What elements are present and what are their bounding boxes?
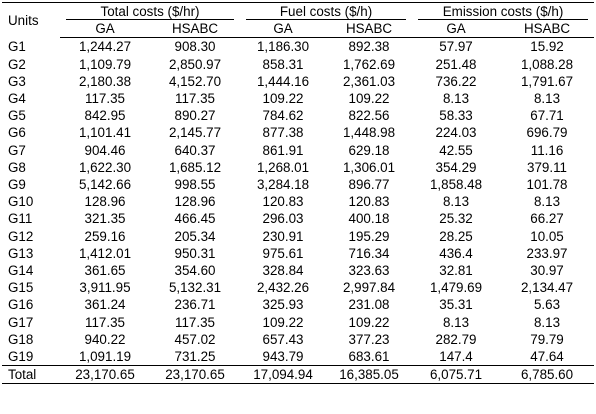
value-cell: 109.22 bbox=[348, 91, 390, 107]
value-cell: 400.18 bbox=[348, 211, 390, 227]
method-header: GA bbox=[60, 20, 150, 38]
value-cell: 1,088.28 bbox=[520, 56, 574, 72]
unit-cell: G19 bbox=[8, 349, 34, 365]
value-cell: 10.05 bbox=[530, 228, 564, 244]
value-cell: 1,412.01 bbox=[78, 245, 132, 261]
cost-comparison-table bbox=[2, 2, 594, 384]
value-cell: 3,284.18 bbox=[256, 177, 310, 193]
value-cell: 466.45 bbox=[174, 211, 216, 227]
value-cell: 842.95 bbox=[84, 108, 126, 124]
value-cell: 28.25 bbox=[439, 228, 473, 244]
value-cell: 8.13 bbox=[533, 194, 561, 210]
value-cell: 457.02 bbox=[174, 331, 216, 347]
unit-cell: G8 bbox=[8, 159, 26, 175]
value-cell: 1,268.01 bbox=[256, 159, 310, 175]
value-cell: 2,850.97 bbox=[168, 56, 222, 72]
value-cell: 696.79 bbox=[526, 125, 568, 141]
group-header-row bbox=[2, 3, 594, 21]
emission-costs-header: Emission costs ($/h) bbox=[412, 3, 594, 21]
value-cell: 16,385.05 bbox=[326, 366, 412, 384]
value-cell: 1,444.16 bbox=[256, 73, 310, 89]
value-cell: 236.71 bbox=[174, 297, 216, 313]
total-label: Total bbox=[2, 366, 60, 384]
value-cell: 325.93 bbox=[262, 297, 304, 313]
table-row bbox=[2, 245, 594, 262]
value-cell: 32.81 bbox=[439, 263, 473, 279]
value-cell: 379.11 bbox=[527, 159, 567, 175]
value-cell: 890.27 bbox=[174, 108, 216, 124]
value-cell: 117.35 bbox=[175, 91, 215, 107]
value-cell: 205.34 bbox=[174, 228, 216, 244]
value-cell: 128.96 bbox=[84, 194, 126, 210]
value-cell: 896.77 bbox=[348, 177, 390, 193]
value-cell: 296.03 bbox=[262, 211, 304, 227]
value-cell: 8.13 bbox=[442, 194, 470, 210]
method-header: GA bbox=[412, 20, 500, 38]
value-cell: 5,132.31 bbox=[168, 280, 222, 296]
value-cell: 436.4 bbox=[439, 245, 473, 261]
value-cell: 8.13 bbox=[533, 91, 561, 107]
table-header bbox=[2, 3, 594, 38]
table-body bbox=[2, 38, 594, 384]
value-cell: 195.29 bbox=[348, 228, 390, 244]
value-cell: 1,186.30 bbox=[256, 39, 310, 55]
table-row bbox=[2, 38, 594, 56]
value-cell: 904.46 bbox=[84, 142, 126, 158]
value-cell: 42.55 bbox=[439, 142, 473, 158]
value-cell: 950.31 bbox=[174, 245, 216, 261]
unit-cell: G13 bbox=[8, 245, 34, 261]
value-cell: 323.63 bbox=[348, 263, 390, 279]
value-cell: 5,142.66 bbox=[78, 177, 132, 193]
total-costs-header: Total costs ($/hr) bbox=[60, 3, 240, 21]
value-cell: 731.25 bbox=[174, 349, 216, 365]
unit-cell: G1 bbox=[8, 39, 26, 55]
value-cell: 784.62 bbox=[262, 108, 304, 124]
value-cell: 147.4 bbox=[439, 349, 473, 365]
value-cell: 1,109.79 bbox=[78, 56, 132, 72]
value-cell: 822.56 bbox=[348, 108, 390, 124]
unit-cell: G3 bbox=[8, 73, 26, 89]
value-cell: 657.43 bbox=[262, 331, 304, 347]
value-cell: 5.63 bbox=[533, 297, 561, 313]
value-cell: 1,244.27 bbox=[78, 39, 132, 55]
value-cell: 282.79 bbox=[435, 331, 477, 347]
value-cell: 128.96 bbox=[174, 194, 216, 210]
table-row bbox=[2, 296, 594, 313]
value-cell: 251.48 bbox=[435, 56, 477, 72]
unit-cell: G15 bbox=[8, 280, 34, 296]
unit-cell: G11 bbox=[8, 211, 33, 227]
unit-cell: G7 bbox=[8, 142, 26, 158]
value-cell: 117.35 bbox=[175, 314, 215, 330]
value-cell: 1,091.19 bbox=[78, 349, 132, 365]
value-cell: 117.35 bbox=[85, 314, 125, 330]
value-cell: 11.16 bbox=[530, 142, 564, 158]
table-row bbox=[2, 90, 594, 107]
units-header: Units bbox=[2, 3, 60, 38]
unit-cell: G12 bbox=[8, 228, 34, 244]
value-cell: 2,432.26 bbox=[256, 280, 310, 296]
table-row bbox=[2, 210, 594, 227]
value-cell: 377.23 bbox=[348, 331, 390, 347]
value-cell: 25.32 bbox=[439, 211, 473, 227]
value-cell: 230.91 bbox=[262, 228, 304, 244]
table-row bbox=[2, 142, 594, 159]
value-cell: 117.35 bbox=[85, 91, 125, 107]
value-cell: 943.79 bbox=[262, 349, 304, 365]
unit-cell: G14 bbox=[8, 263, 34, 279]
value-cell: 640.37 bbox=[174, 142, 216, 158]
unit-cell: G2 bbox=[8, 56, 26, 72]
value-cell: 1,622.30 bbox=[78, 159, 132, 175]
table-row bbox=[2, 262, 594, 279]
value-cell: 1,791.67 bbox=[520, 73, 574, 89]
value-cell: 58.33 bbox=[439, 108, 473, 124]
unit-cell: G9 bbox=[8, 177, 26, 193]
fuel-costs-header: Fuel costs ($/h) bbox=[240, 3, 412, 21]
value-cell: 259.16 bbox=[84, 228, 126, 244]
method-header: HSABC bbox=[150, 20, 240, 38]
table-row bbox=[2, 73, 594, 90]
unit-cell: G17 bbox=[8, 314, 34, 330]
value-cell: 66.27 bbox=[530, 211, 564, 227]
value-cell: 1,101.41 bbox=[78, 125, 132, 141]
value-cell: 120.83 bbox=[262, 194, 304, 210]
value-cell: 23,170.65 bbox=[150, 366, 240, 384]
value-cell: 2,145.77 bbox=[168, 125, 222, 141]
value-cell: 940.22 bbox=[84, 331, 126, 347]
value-cell: 120.83 bbox=[348, 194, 390, 210]
table-row bbox=[2, 331, 594, 348]
value-cell: 3,911.95 bbox=[79, 280, 131, 296]
unit-cell: G10 bbox=[8, 194, 34, 210]
value-cell: 2,997.84 bbox=[342, 280, 396, 296]
method-header: GA bbox=[240, 20, 326, 38]
table-row bbox=[2, 279, 594, 296]
value-cell: 892.38 bbox=[348, 39, 390, 55]
table-row bbox=[2, 159, 594, 176]
value-cell: 8.13 bbox=[442, 314, 470, 330]
value-cell: 233.97 bbox=[526, 245, 568, 261]
value-cell: 1,448.98 bbox=[342, 125, 396, 141]
unit-cell: G16 bbox=[8, 297, 34, 313]
table-row bbox=[2, 314, 594, 331]
value-cell: 736.22 bbox=[435, 73, 477, 89]
table-row bbox=[2, 176, 594, 193]
value-cell: 328.84 bbox=[262, 263, 304, 279]
value-cell: 716.34 bbox=[348, 245, 390, 261]
value-cell: 35.31 bbox=[439, 297, 473, 313]
value-cell: 998.55 bbox=[174, 177, 216, 193]
value-cell: 30.97 bbox=[530, 263, 564, 279]
value-cell: 354.60 bbox=[174, 263, 216, 279]
value-cell: 231.08 bbox=[348, 297, 390, 313]
value-cell: 858.31 bbox=[262, 56, 304, 72]
value-cell: 354.29 bbox=[435, 159, 477, 175]
value-cell: 683.61 bbox=[348, 349, 390, 365]
unit-cell: G6 bbox=[8, 125, 26, 141]
method-header: HSABC bbox=[326, 20, 412, 38]
total-row bbox=[2, 366, 594, 384]
table-row bbox=[2, 107, 594, 124]
value-cell: 321.35 bbox=[84, 211, 126, 227]
value-cell: 57.97 bbox=[439, 39, 473, 55]
table-row bbox=[2, 193, 594, 210]
value-cell: 1,858.48 bbox=[429, 177, 483, 193]
value-cell: 4,152.70 bbox=[168, 73, 222, 89]
value-cell: 23,170.65 bbox=[60, 366, 150, 384]
value-cell: 224.03 bbox=[435, 125, 477, 141]
unit-cell: G18 bbox=[8, 331, 34, 347]
value-cell: 908.30 bbox=[174, 39, 216, 55]
value-cell: 109.22 bbox=[348, 314, 390, 330]
value-cell: 361.24 bbox=[84, 297, 126, 313]
value-cell: 975.61 bbox=[262, 245, 304, 261]
value-cell: 109.22 bbox=[262, 91, 304, 107]
value-cell: 17,094.94 bbox=[240, 366, 326, 384]
value-cell: 861.91 bbox=[262, 142, 304, 158]
value-cell: 877.38 bbox=[262, 125, 304, 141]
method-header-row bbox=[2, 20, 594, 38]
value-cell: 8.13 bbox=[533, 314, 561, 330]
value-cell: 1,685.12 bbox=[168, 159, 222, 175]
table-row bbox=[2, 56, 594, 73]
value-cell: 2,180.38 bbox=[78, 73, 132, 89]
table-row bbox=[2, 348, 594, 366]
value-cell: 1,306.01 bbox=[342, 159, 396, 175]
unit-cell: G4 bbox=[8, 91, 26, 107]
method-header: HSABC bbox=[500, 20, 594, 38]
value-cell: 47.64 bbox=[530, 349, 564, 365]
value-cell: 67.71 bbox=[530, 108, 564, 124]
value-cell: 2,361.03 bbox=[342, 73, 396, 89]
value-cell: 101.78 bbox=[526, 177, 568, 193]
value-cell: 1,479.69 bbox=[429, 280, 483, 296]
table-row bbox=[2, 228, 594, 245]
value-cell: 79.79 bbox=[530, 331, 564, 347]
table-row bbox=[2, 124, 594, 141]
value-cell: 1,762.69 bbox=[342, 56, 396, 72]
value-cell: 6,785.60 bbox=[500, 366, 594, 384]
value-cell: 109.22 bbox=[262, 314, 304, 330]
value-cell: 15.92 bbox=[530, 39, 564, 55]
unit-cell: G5 bbox=[8, 108, 26, 124]
value-cell: 6,075.71 bbox=[412, 366, 500, 384]
value-cell: 629.18 bbox=[348, 142, 390, 158]
value-cell: 8.13 bbox=[442, 91, 470, 107]
value-cell: 361.65 bbox=[84, 263, 126, 279]
value-cell: 2,134.47 bbox=[520, 280, 574, 296]
